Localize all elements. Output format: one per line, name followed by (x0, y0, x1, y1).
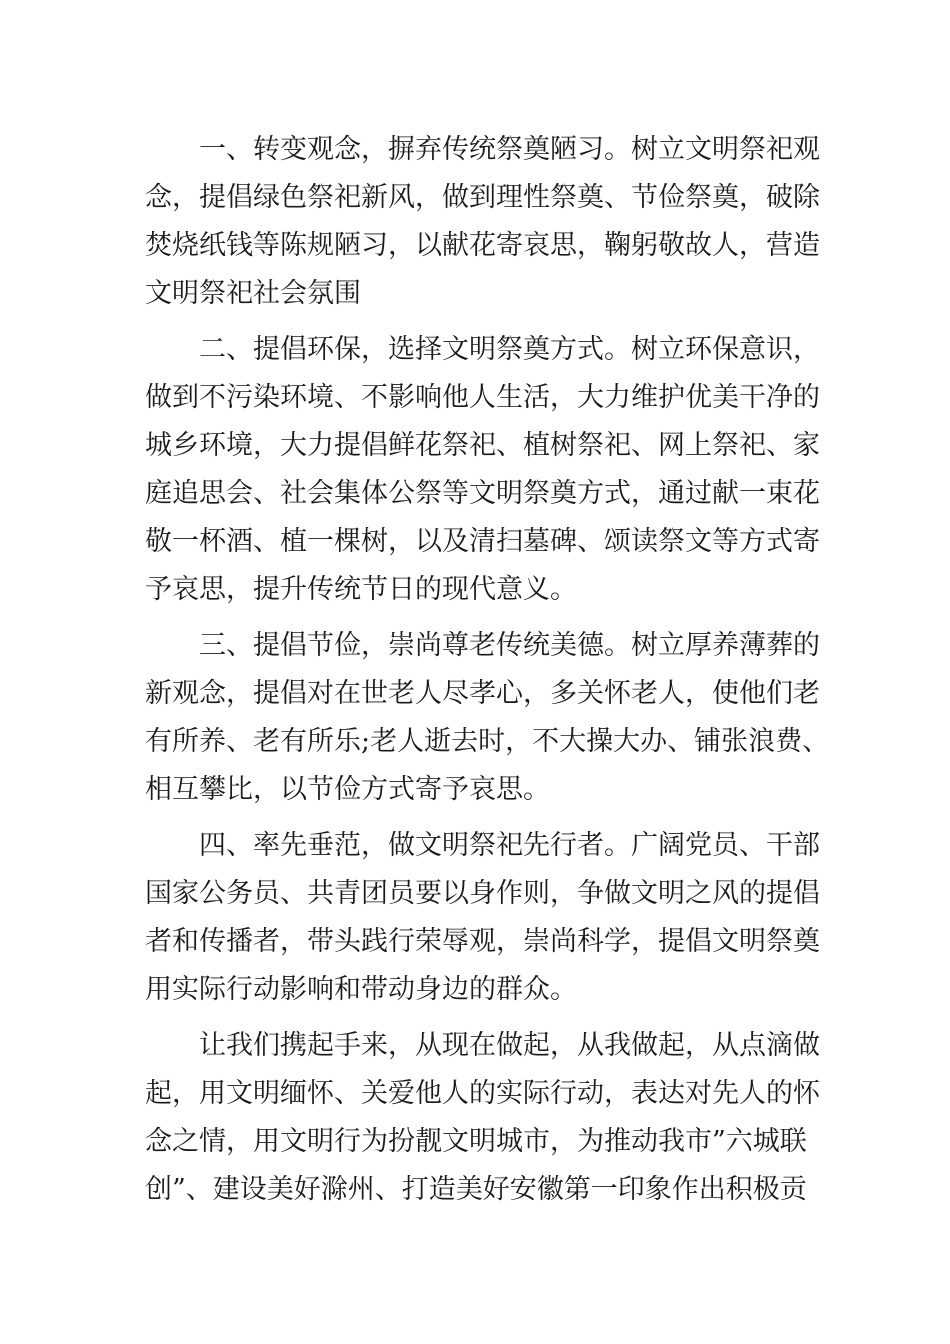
paragraph-text: 庭追思会、社会集体公祭等文明祭奠方式，通过献一束花 (145, 478, 820, 509)
paragraph-text: 起，用文明缅怀、关爱他人的实际行动，表达对先人的怀 (145, 1078, 820, 1109)
paragraph-2-line-4 (0, 474, 950, 514)
paragraph-4-line-4 (0, 970, 950, 1010)
paragraph-text: 念之情，用文明行为扮靓文明城市，为推动我市”六城联 (145, 1126, 807, 1157)
paragraph-text: 二、提倡环保，选择文明祭奠方式。树立环保意识， (199, 334, 820, 365)
paragraph-3-line-4 (0, 770, 950, 810)
paragraph-text: 焚烧纸钱等陈规陋习，以献花寄哀思，鞠躬敬故人，营造 (145, 230, 820, 261)
paragraph-2-line-5 (0, 522, 950, 562)
paragraph-1-line-4 (0, 274, 950, 314)
paragraph-text: 国家公务员、共青团员要以身作则，争做文明之风的提倡 (145, 878, 820, 909)
paragraph-text: 三、提倡节俭，崇尚尊老传统美德。树立厚养薄葬的 (199, 630, 820, 661)
paragraph-1-line-1 (0, 130, 950, 170)
paragraph-text: 做到不污染环境、不影响他人生活，大力维护优美干净的 (145, 382, 820, 413)
paragraph-5-line-3 (0, 1122, 950, 1162)
paragraph-5-line-1 (0, 1026, 950, 1066)
paragraph-3-line-3 (0, 722, 950, 762)
paragraph-text: 一、转变观念，摒弃传统祭奠陋习。树立文明祭祀观 (199, 134, 820, 165)
paragraph-text: 者和传播者，带头践行荣辱观，崇尚科学，提倡文明祭奠 (145, 926, 820, 957)
paragraph-4-line-2 (0, 874, 950, 914)
paragraph-text: 予哀思，提升传统节日的现代意义。 (145, 574, 577, 605)
paragraph-5-line-2 (0, 1074, 950, 1114)
paragraph-5-line-4 (0, 1170, 950, 1210)
paragraph-text: 用实际行动影响和带动身边的群众。 (145, 974, 577, 1005)
paragraph-1-line-2 (0, 178, 950, 218)
paragraph-2-line-1 (0, 330, 950, 370)
paragraph-2-line-6 (0, 570, 950, 610)
paragraph-4-line-3 (0, 922, 950, 962)
paragraph-text: 敬一杯酒、植一棵树，以及清扫墓碑、颂读祭文等方式寄 (145, 526, 820, 557)
paragraph-text: 城乡环境，大力提倡鲜花祭祀、植树祭祀、网上祭祀、家 (145, 430, 820, 461)
paragraph-4-line-1 (0, 826, 950, 866)
paragraph-text: 创”、建设美好滁州、打造美好安徽第一印象作出积极贡 (145, 1174, 807, 1205)
paragraph-3-line-1 (0, 626, 950, 666)
paragraph-2-line-3 (0, 426, 950, 466)
paragraph-text: 文明祭祀社会氛围 (145, 278, 361, 309)
paragraph-text: 四、率先垂范，做文明祭祀先行者。广阔党员、干部 (199, 830, 820, 861)
paragraph-text: 让我们携起手来，从现在做起，从我做起，从点滴做 (199, 1030, 820, 1061)
paragraph-text: 新观念，提倡对在世老人尽孝心，多关怀老人，使他们老 (145, 678, 820, 709)
paragraph-1-line-3 (0, 226, 950, 266)
paragraph-3-line-2 (0, 674, 950, 714)
paragraph-2-line-2 (0, 378, 950, 418)
paragraph-text: 念，提倡绿色祭祀新风，做到理性祭奠、节俭祭奠，破除 (145, 182, 820, 213)
paragraph-text: 有所养、老有所乐;老人逝去时，不大操大办、铺张浪费、 (145, 726, 830, 757)
paragraph-text: 相互攀比，以节俭方式寄予哀思。 (145, 774, 550, 805)
